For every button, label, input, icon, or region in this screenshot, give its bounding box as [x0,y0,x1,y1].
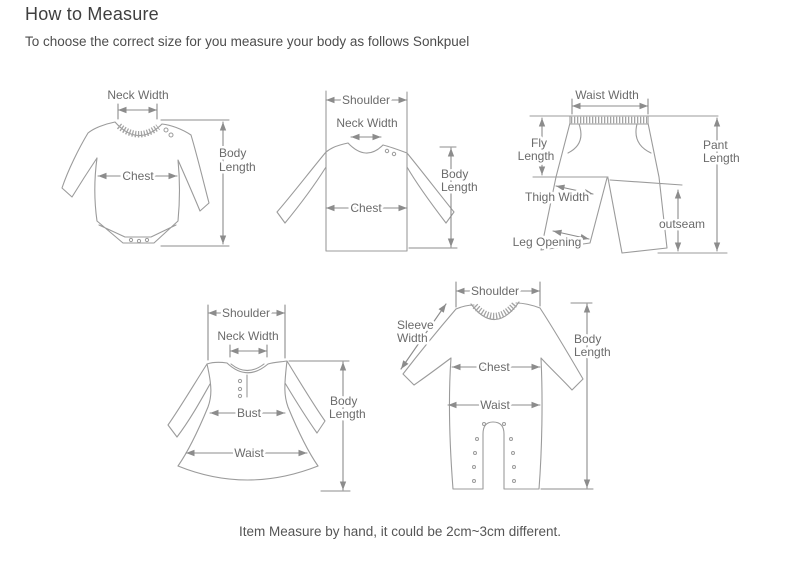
shorts-outseam-label: outseam [658,217,706,231]
bodysuit-diagram [62,88,256,246]
measure-disclaimer: Item Measure by hand, it could be 2cm~3cm different. [238,524,562,539]
dress-dimensions [186,305,366,491]
dress-diagram [168,305,366,491]
bodysuit-collar-ribbing-icon [119,126,158,134]
bodysuit-body-length-label-line1: Body [219,146,247,160]
shoulder-extension-lines [456,282,593,489]
shorts-thigh-width-label: Thigh Width [524,190,590,204]
dress-buttons-icon [238,379,241,397]
shirt-body-length-label-line1: Body [441,167,469,181]
shorts-fly-length-label-line2: Length [517,149,555,163]
bodysuit-body-length-label-line2: Length [219,160,256,174]
shorts-waist-width-label: Waist Width [575,88,639,102]
dress-body-length-label-line2: Length [329,407,366,421]
romper-sleeve-width-label-line2: Width [397,331,428,345]
page-title: How to Measure [25,4,159,24]
bodysuit-chest-label: Chest [122,169,154,183]
shirt-neck-width-label: Neck Width [336,116,398,130]
dress-body-length-label-line1: Body [330,394,358,408]
dress-waist-label: Waist [234,446,264,460]
romper-sleeve-width-label-line1: Sleeve [397,318,434,332]
shorts-dimensions [513,88,740,251]
romper-collar-ribbing-icon [475,304,515,316]
bodysuit-neck-width-label: Neck Width [107,88,169,102]
bodysuit-snap-buttons-icon [129,128,173,243]
dress-bust-label: Bust [236,406,262,420]
shirt-diagram [277,91,478,251]
shirt-outline [277,91,454,251]
shirt-chest-label: Chest [350,201,382,215]
shorts-pant-length-label-line2: Length [703,151,740,165]
page-subtitle: To choose the correct size for you measure your body as follows Sonkpuel [25,34,470,49]
dress-shoulder-label: Shoulder [221,306,271,320]
dress-outline [168,361,325,480]
romper-waist-label: Waist [480,398,510,412]
shorts-diagram [513,88,740,253]
romper-chest-label: Chest [478,360,510,374]
shirt-shoulder-label: Shoulder [341,93,391,107]
shirt-body-length-label-line2: Length [441,180,478,194]
shorts-leg-opening-label: Leg Opening [512,235,582,249]
romper-body-length-label-line2: Length [574,345,611,359]
romper-body-length-label-line1: Body [574,332,602,346]
shorts-pant-length-label-line1: Pant [703,138,728,152]
romper-diagram [397,282,611,489]
romper-snap-buttons-icon [473,423,516,483]
dress-neck-width-label: Neck Width [217,329,279,343]
romper-shoulder-label: Shoulder [470,284,520,298]
shorts-fly-length-label-line1: Fly [531,136,547,150]
body-length-guides [409,147,457,248]
shirt-dimensions [326,93,478,248]
shirt-snap-buttons-icon [385,149,395,155]
